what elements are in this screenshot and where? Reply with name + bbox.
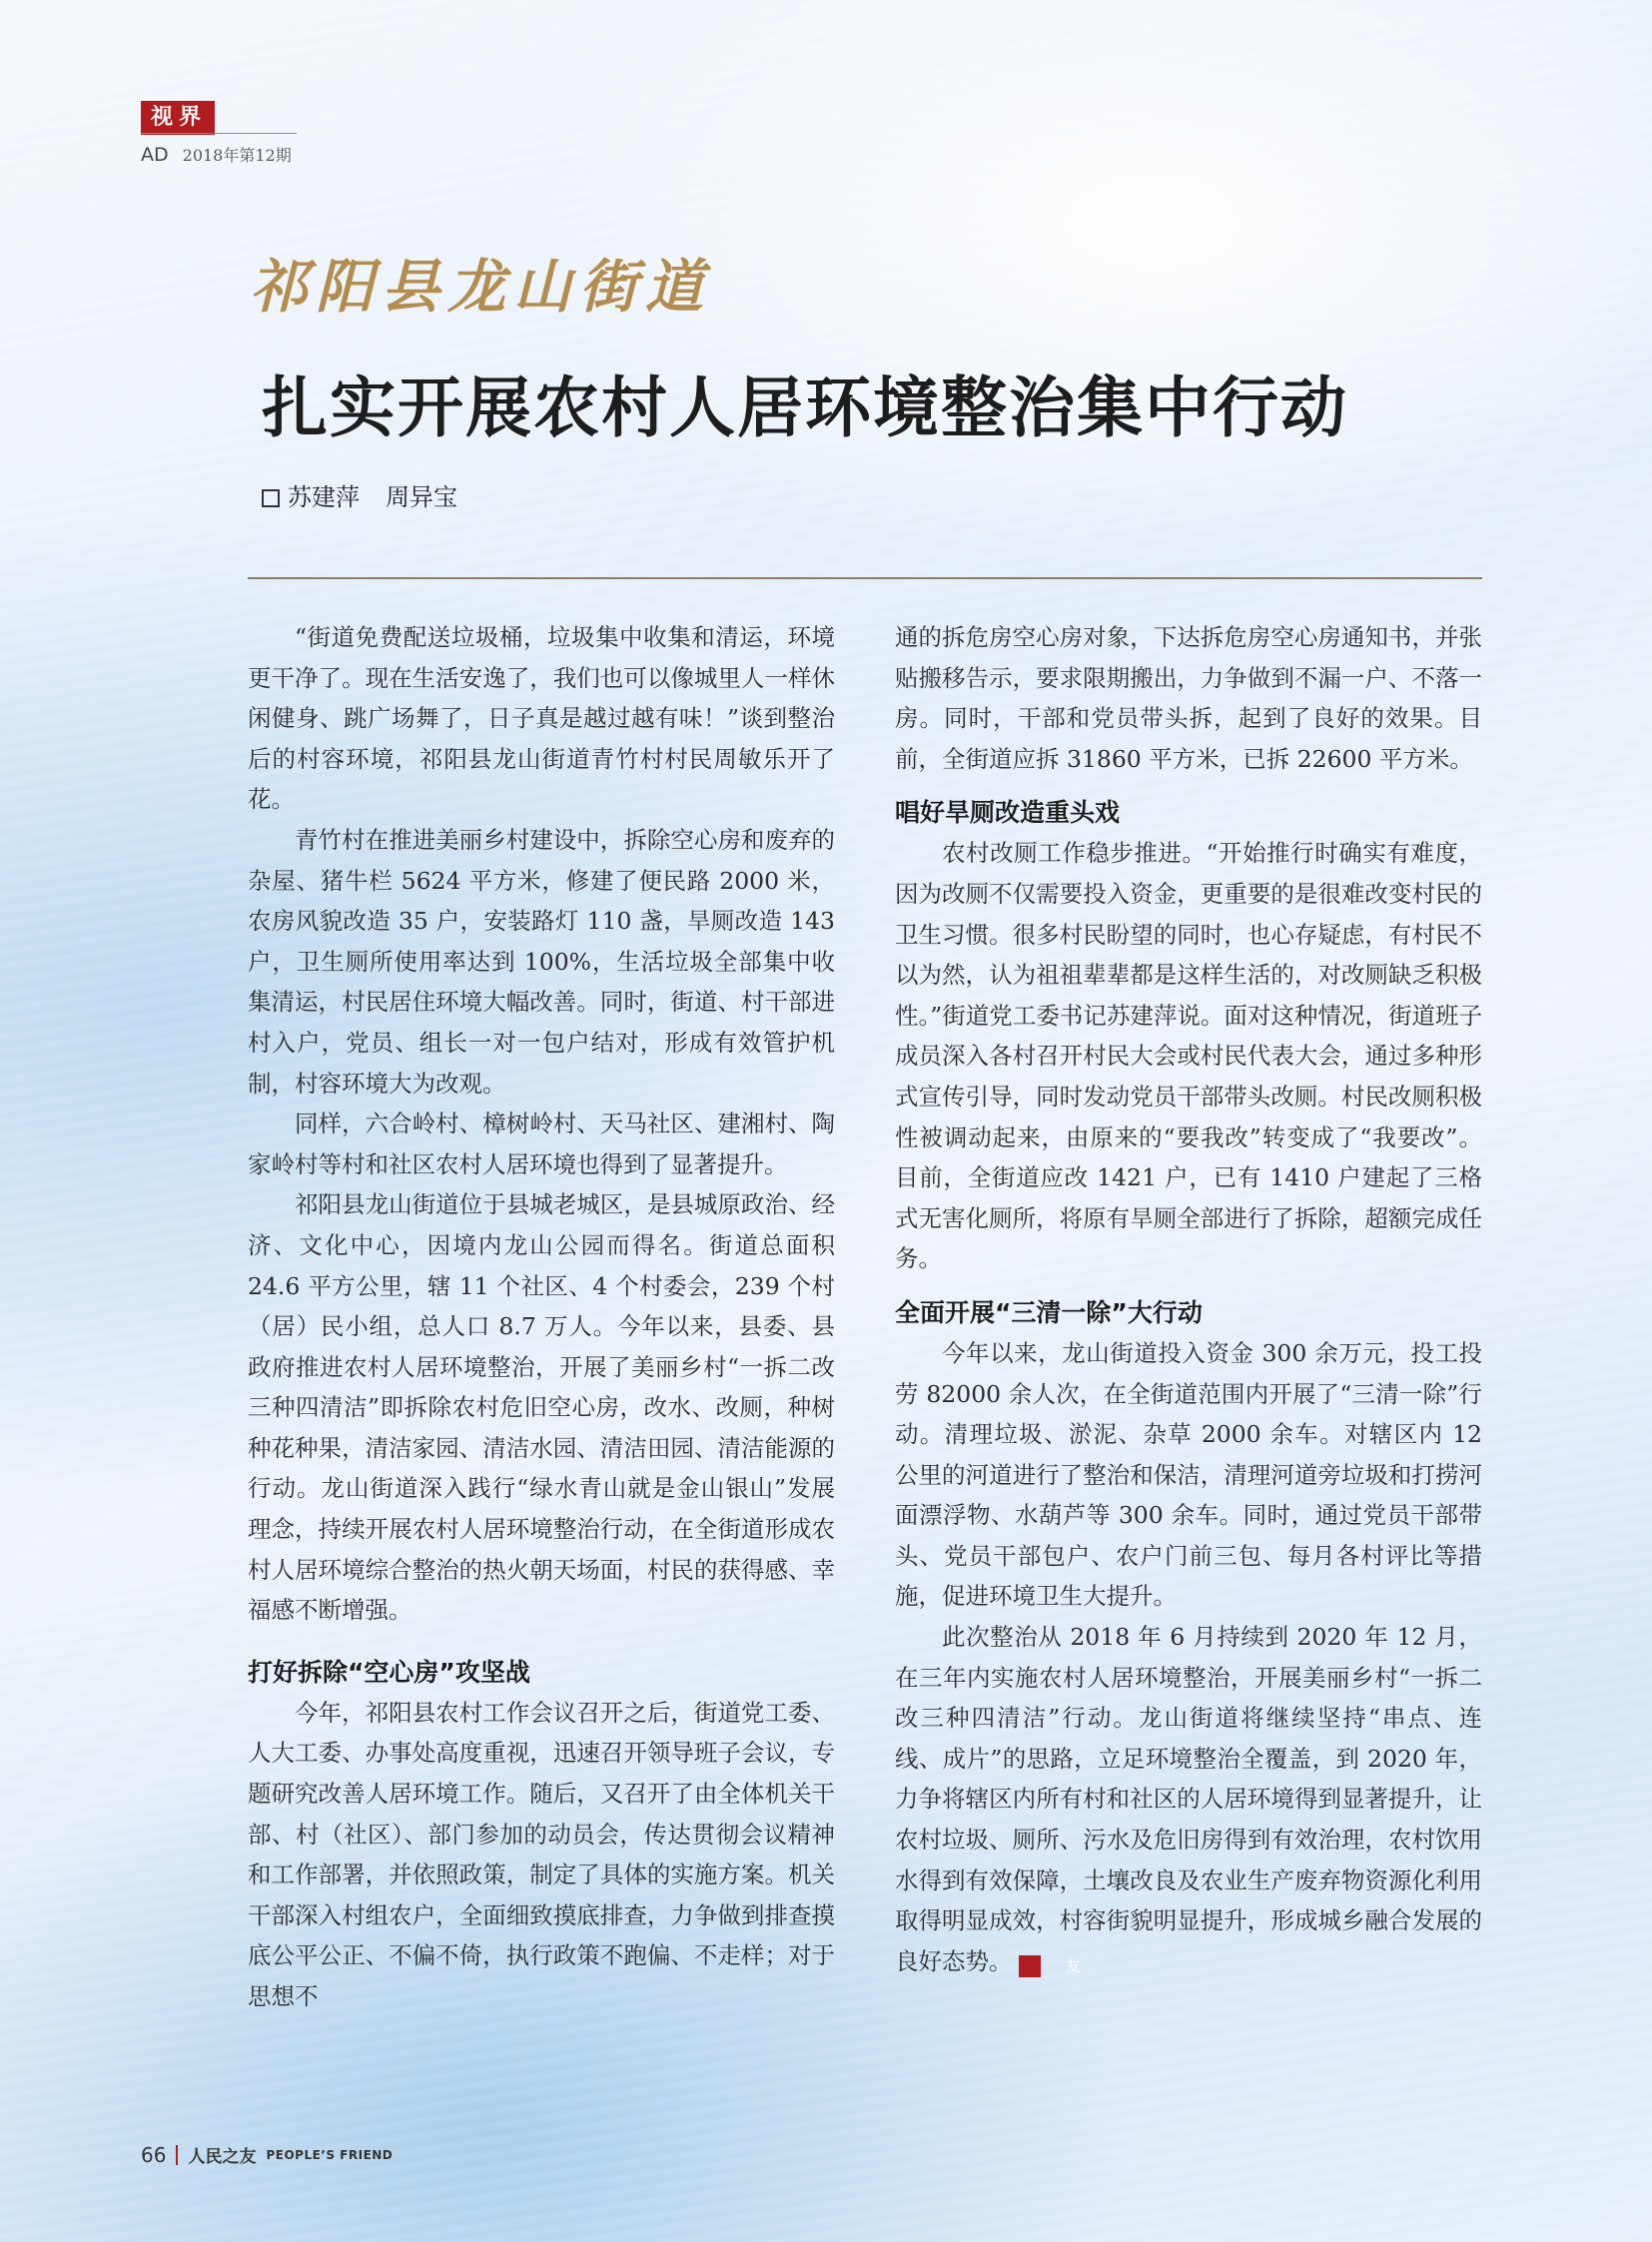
page-number: 66 bbox=[141, 2142, 167, 2167]
paragraph: 同样，六合岭村、樟树岭村、天马社区、建湘村、陶家岭村等村和社区农村人居环境也得到了显著提升。 bbox=[248, 1110, 835, 1178]
paragraph-final bbox=[895, 1617, 1482, 1981]
final-text: 此次整治从 2018 年 6 月持续到 2020 年 12 月，在三年内实施农村人居环境整治，开展美丽乡村“一拆二改三种四清洁”行动。龙山街道将继续坚持“串点、连线、成片”的思路，立足环境整治全覆盖，到 2020 年，力争将辖区内所有村和社区的人居环境得到显著提升，让农村垃圾、厕所、污水及危旧房得到有效治理，农村饮用水得到有效保障，土壤改良及农业生产废弃物资源化利用取得明显成效，村容街貌明显提升，形成城乡融合发展的良好态势。 bbox=[895, 1623, 1482, 1975]
magazine-name-en: PEOPLE’S FRIEND bbox=[266, 2147, 394, 2162]
article-title: 扎实开展农村人居环境整治集中行动 bbox=[262, 370, 1348, 446]
author-2: 周异宝 bbox=[386, 483, 457, 511]
magazine-name: 人民之友 bbox=[188, 2147, 257, 2167]
article-subtitle: 祁阳县龙山街道 bbox=[250, 253, 712, 321]
title-divider bbox=[248, 577, 1482, 579]
author-1: 苏建萍 bbox=[288, 483, 360, 511]
page-footer bbox=[141, 2142, 393, 2167]
ad-label: AD bbox=[141, 144, 169, 166]
end-mark-icon: 友 bbox=[1019, 1955, 1041, 1977]
section-tag: 视界 bbox=[141, 101, 215, 135]
right-column bbox=[895, 617, 1482, 1981]
byline-box-icon bbox=[262, 489, 280, 507]
paragraph: 农村改厕工作稳步推进。“开始推行时确实有难度，因为改厕不仅需要投入资金，更重要的是很难改变村民的卫生习惯。很多村民盼望的同时，也心存疑虑，有村民不以为然，认为祖祖辈辈都是这样生活的，对改厕缺乏积极性。”街道党工委书记苏建萍说。面对这种情况，街道班子成员深入各村召开村民大会或村民代表大会，通过多种形式宣传引导，同时发动党员干部带头改厕。村民改厕积极性被调动起来，由原来的“要我改”转变成了“我要改”。目前，全街道应改 1421 户，已有 1410 户建起了三格式无害化厕所，将原有旱厕全部进行了拆除，超额完成任务。 bbox=[895, 839, 1482, 1273]
byline bbox=[262, 477, 457, 512]
header-rule bbox=[141, 133, 297, 134]
issue-line bbox=[141, 143, 292, 166]
paragraph: 今年以来，龙山街道投入资金 300 余万元，投工投劳 82000 余人次，在全街道范围内开展了“三清一除”行动。清理垃圾、淤泥、杂草 2000 余车。对辖区内 12 公里的河道进行了整治和保洁，清理河道旁垃圾和打捞河面漂浮物、水葫芦等 300 余车。同时，通过党员干部带头、党员干部包户、农户门前三包、每月各村评比等措施，促进环境卫生大提升。 bbox=[895, 1338, 1482, 1611]
section-heading: 打好拆除“空心房”攻坚战 bbox=[248, 1657, 530, 1687]
section-heading: 全面开展“三清一除”大行动 bbox=[895, 1297, 1203, 1327]
paragraph: 通的拆危房空心房对象，下达拆危房空心房通知书，并张贴搬移告示，要求限期搬出，力争做到不漏一户、不落一房。同时，干部和党员带头拆，起到了良好的效果。目前，全街道应拆 31860 平方米，已拆 22600 平方米。 bbox=[895, 623, 1482, 773]
issue-label: 2018年第12期 bbox=[182, 146, 292, 165]
section-heading: 唱好旱厕改造重头戏 bbox=[895, 798, 1121, 828]
footer-divider bbox=[176, 2145, 178, 2165]
paragraph: 祁阳县龙山街道位于县城老城区，是县城原政治、经济、文化中心，因境内龙山公园而得名。街道总面积 24.6 平方公里，辖 11 个社区、4 个村委会，239 个村（居）民小组，总人口 8.7 万人。今年以来，县委、县政府推进农村人居环境整治，开展了美丽乡村“一拆二改三种四清洁”即拆除农村危旧空心房，改水、改厕，种树种花种果，清洁家园、清洁水园、清洁田园、清洁能源的行动。龙山街道深入践行“绿水青山就是金山银山”发展理念，持续开展农村人居环境整治行动，在全街道形成农村人居环境综合整治的热火朝天场面，村民的获得感、幸福感不断增强。 bbox=[248, 1190, 835, 1625]
paragraph: “街道免费配送垃圾桶，垃圾集中收集和清运，环境更干净了。现在生活安逸了，我们也可以像城里人一样休闲健身、跳广场舞了，日子真是越过越有味！”谈到整治后的村容环境，祁阳县龙山街道青竹村村民周敏乐开了花。 bbox=[248, 623, 835, 814]
left-column bbox=[248, 617, 835, 2017]
paragraph: 青竹村在推进美丽乡村建设中，拆除空心房和废弃的杂屋、猪牛栏 5624 平方米，修建了便民路 2000 米，农房风貌改造 35 户，安装路灯 110 盏，旱厕改造 143 户，卫生厕所使用率达到 100%，生活垃圾全部集中收集清运，村民居住环境大幅改善。同时，街道、村干部进村入户，党员、组长一对一包户结对，形成有效管护机制，村容环境大为改观。 bbox=[248, 825, 835, 1098]
paragraph: 今年，祁阳县农村工作会议召开之后，街道党工委、人大工委、办事处高度重视，迅速召开领导班子会议，专题研究改善人居环境工作。随后，又召开了由全体机关干部、村（社区）、部门参加的动员会，传达贯彻会议精神和工作部署，并依照政策，制定了具体的实施方案。机关干部深入村组农户，全面细致摸底排查，力争做到排查摸底公平公正、不偏不倚，执行政策不跑偏、不走样；对于思想不 bbox=[248, 1698, 835, 2010]
